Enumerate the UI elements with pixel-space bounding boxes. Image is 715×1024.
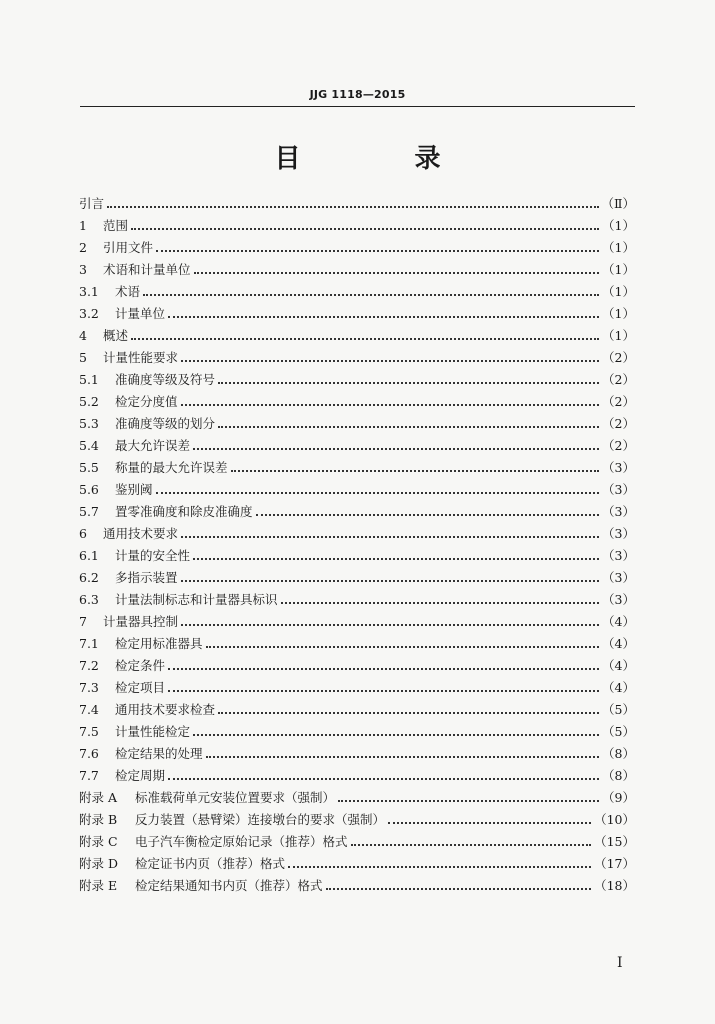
toc-entry[interactable] <box>79 676 635 698</box>
toc-entry-number: 7.2 <box>79 657 99 673</box>
toc-entry-title: 引用文件 <box>103 240 154 255</box>
toc-entry-page: （3） <box>602 570 635 585</box>
toc-entry-page: （1） <box>602 306 635 321</box>
toc-entry[interactable] <box>79 258 635 280</box>
toc-entry-title: 计量单位 <box>115 306 166 321</box>
toc-entry-number: 5.5 <box>79 459 99 475</box>
toc-entry[interactable] <box>79 324 635 346</box>
toc-leader-dots <box>143 282 599 296</box>
toc-entry[interactable] <box>79 302 635 324</box>
header-rule <box>80 106 635 107</box>
toc-entry-number: 6.1 <box>79 547 99 563</box>
toc-entry-page: （17） <box>594 856 635 871</box>
toc-entry-page: （1） <box>602 218 635 233</box>
toc-entry[interactable] <box>79 566 635 588</box>
toc-entry-title: 检定结果的处理 <box>115 746 203 761</box>
toc-entry-title: 检定证书内页（推荐）格式 <box>135 856 286 871</box>
toc-leader-dots <box>181 568 600 582</box>
page-title: 目 录 <box>274 144 485 174</box>
toc-entry-title: 准确度等级的划分 <box>115 416 216 431</box>
toc-entry[interactable] <box>79 214 635 236</box>
toc-leader-dots <box>218 370 599 384</box>
toc-leader-dots <box>231 458 600 472</box>
toc-leader-dots <box>326 876 592 890</box>
toc-leader-dots <box>181 348 599 362</box>
toc-leader-dots <box>168 678 599 692</box>
toc-leader-dots <box>288 854 591 868</box>
toc-entry-page: （8） <box>602 768 635 783</box>
toc-entry-page: （3） <box>602 460 635 475</box>
toc-entry[interactable] <box>79 390 635 412</box>
toc-entry-page: （1） <box>602 328 635 343</box>
toc-entry-title: 检定结果通知书内页（推荐）格式 <box>135 878 323 893</box>
toc-entry-title: 检定条件 <box>115 658 166 673</box>
toc-entry-title: 置零准确度和除皮准确度 <box>115 504 253 519</box>
toc-entry-page: （10） <box>594 812 635 827</box>
toc-leader-dots <box>281 590 600 604</box>
toc-entry-number: 5.7 <box>79 503 99 519</box>
toc-entry-number: 6.2 <box>79 569 99 585</box>
toc-leader-dots <box>218 414 599 428</box>
toc-entry-number: 3.2 <box>79 305 99 321</box>
toc-entry-number: 6 <box>79 525 87 541</box>
toc-leader-dots <box>181 392 600 406</box>
toc-leader-dots <box>168 656 599 670</box>
toc-entry-page: （2） <box>602 372 635 387</box>
toc-entry-title: 通用技术要求 <box>103 526 179 541</box>
toc-entry-page: （2） <box>602 438 635 453</box>
toc-entry-title: 标准载荷单元安装位置要求（强制） <box>135 790 336 805</box>
toc-entry[interactable] <box>79 698 635 720</box>
toc-entry[interactable] <box>79 192 635 214</box>
toc-entry-number: 7.5 <box>79 723 99 739</box>
toc-entry[interactable] <box>79 786 635 808</box>
table-of-contents <box>79 192 635 896</box>
toc-entry[interactable] <box>79 368 635 390</box>
toc-entry[interactable] <box>79 236 635 258</box>
toc-entry-title: 准确度等级及符号 <box>115 372 216 387</box>
toc-entry-number: 4 <box>79 327 87 343</box>
toc-entry[interactable] <box>79 764 635 786</box>
toc-entry-page: （4） <box>602 636 635 651</box>
toc-entry-page: （3） <box>602 504 635 519</box>
toc-entry-page: （3） <box>602 482 635 497</box>
toc-entry[interactable] <box>79 654 635 676</box>
toc-entry-title: 检定项目 <box>115 680 166 695</box>
toc-entry-page: （Ⅱ） <box>601 196 635 211</box>
toc-entry-page: （9） <box>602 790 635 805</box>
toc-leader-dots <box>156 238 599 252</box>
toc-entry-title: 范围 <box>103 218 129 233</box>
toc-entry[interactable] <box>79 852 635 874</box>
toc-entry-number: 3 <box>79 261 87 277</box>
toc-entry[interactable] <box>79 588 635 610</box>
toc-leader-dots <box>388 810 591 824</box>
toc-leader-dots <box>193 546 599 560</box>
toc-leader-dots <box>168 304 599 318</box>
toc-entry-page: （2） <box>602 394 635 409</box>
toc-entry-page: （4） <box>602 680 635 695</box>
toc-entry-page: （3） <box>602 526 635 541</box>
toc-entry-title: 计量性能检定 <box>115 724 191 739</box>
toc-entry-title: 概述 <box>103 328 129 343</box>
toc-entry[interactable] <box>79 346 635 368</box>
toc-entry-title: 计量性能要求 <box>103 350 179 365</box>
toc-entry-title: 计量的安全性 <box>115 548 191 563</box>
toc-leader-dots <box>131 216 599 230</box>
toc-leader-dots <box>193 436 599 450</box>
toc-entry-number: 7.6 <box>79 745 99 761</box>
toc-entry-number: 5.3 <box>79 415 99 431</box>
toc-entry-page: （1） <box>602 262 635 277</box>
toc-entry[interactable] <box>79 830 635 852</box>
toc-leader-dots <box>107 194 598 208</box>
toc-entry-title: 引言 <box>79 196 105 211</box>
toc-entry-page: （3） <box>602 592 635 607</box>
toc-entry-number: 6.3 <box>79 591 99 607</box>
toc-entry-title: 检定分度值 <box>115 394 178 409</box>
toc-entry-number: 7.7 <box>79 767 99 783</box>
toc-entry-number: 5.6 <box>79 481 99 497</box>
toc-leader-dots <box>168 766 599 780</box>
toc-leader-dots <box>131 326 599 340</box>
toc-entry-title: 电子汽车衡检定原始记录（推荐）格式 <box>135 834 348 849</box>
toc-entry-title: 术语 <box>115 284 141 299</box>
toc-entry-page: （8） <box>602 746 635 761</box>
toc-entry-number: 7.1 <box>79 635 99 651</box>
toc-entry-number: 5.2 <box>79 393 99 409</box>
toc-entry[interactable] <box>79 544 635 566</box>
toc-entry-number: 2 <box>79 239 87 255</box>
document-header: JJG 1118—2015 <box>309 88 406 101</box>
toc-leader-dots <box>181 612 599 626</box>
toc-entry-number: 附录 E <box>79 878 118 893</box>
toc-entry-page: （15） <box>594 834 635 849</box>
toc-entry[interactable] <box>79 632 635 654</box>
toc-entry[interactable] <box>79 412 635 434</box>
toc-entry-title: 术语和计量单位 <box>103 262 191 277</box>
toc-entry[interactable] <box>79 280 635 302</box>
toc-entry[interactable] <box>79 456 635 478</box>
toc-entry-title: 多指示装置 <box>115 570 178 585</box>
toc-entry-page: （1） <box>602 284 635 299</box>
toc-entry-number: 3.1 <box>79 283 99 299</box>
toc-entry-page: （2） <box>602 416 635 431</box>
toc-entry-title: 反力装置（悬臂梁）连接墩台的要求（强制） <box>135 812 386 827</box>
toc-entry[interactable] <box>79 500 635 522</box>
toc-entry[interactable] <box>79 720 635 742</box>
toc-entry-title: 通用技术要求检查 <box>115 702 216 717</box>
toc-entry-number: 附录 C <box>79 834 118 849</box>
toc-entry-page: （4） <box>602 614 635 629</box>
toc-leader-dots <box>351 832 592 846</box>
toc-entry[interactable] <box>79 874 635 896</box>
toc-entry-title: 称量的最大允许误差 <box>115 460 228 475</box>
toc-entry-number: 5.1 <box>79 371 99 387</box>
toc-entry[interactable] <box>79 610 635 632</box>
toc-leader-dots <box>194 260 600 274</box>
toc-leader-dots <box>218 700 599 714</box>
toc-leader-dots <box>256 502 600 516</box>
toc-entry[interactable] <box>79 434 635 456</box>
toc-entry-number: 附录 B <box>79 812 118 827</box>
toc-entry-page: （3） <box>602 548 635 563</box>
toc-entry[interactable] <box>79 522 635 544</box>
toc-entry-page: （5） <box>602 702 635 717</box>
toc-leader-dots <box>181 524 599 538</box>
toc-leader-dots <box>206 744 600 758</box>
toc-entry-title: 最大允许误差 <box>115 438 191 453</box>
toc-entry-title: 检定用标准器具 <box>115 636 203 651</box>
toc-entry[interactable] <box>79 478 635 500</box>
toc-leader-dots <box>156 480 600 494</box>
toc-entry-page: （2） <box>602 350 635 365</box>
toc-entry-number: 附录 D <box>79 856 118 871</box>
toc-entry-number: 5.4 <box>79 437 99 453</box>
toc-entry-number: 7 <box>79 613 87 629</box>
toc-entry-page: （1） <box>602 240 635 255</box>
toc-leader-dots <box>206 634 600 648</box>
toc-entry-page: （4） <box>602 658 635 673</box>
toc-leader-dots <box>193 722 599 736</box>
toc-entry-page: （5） <box>602 724 635 739</box>
toc-entry-title: 计量器具控制 <box>103 614 179 629</box>
toc-entry-number: 附录 A <box>79 790 118 805</box>
toc-entry-title: 计量法制标志和计量器具标识 <box>115 592 278 607</box>
toc-entry-title: 鉴别阈 <box>115 482 153 497</box>
toc-entry-title: 检定周期 <box>115 768 166 783</box>
toc-entry-number: 1 <box>79 217 87 233</box>
toc-entry-number: 7.3 <box>79 679 99 695</box>
toc-entry-number: 7.4 <box>79 701 99 717</box>
toc-entry[interactable] <box>79 742 635 764</box>
toc-leader-dots <box>338 788 599 802</box>
page-number: I <box>617 955 623 971</box>
toc-entry[interactable] <box>79 808 635 830</box>
toc-entry-number: 5 <box>79 349 87 365</box>
toc-entry-page: （18） <box>594 878 635 893</box>
